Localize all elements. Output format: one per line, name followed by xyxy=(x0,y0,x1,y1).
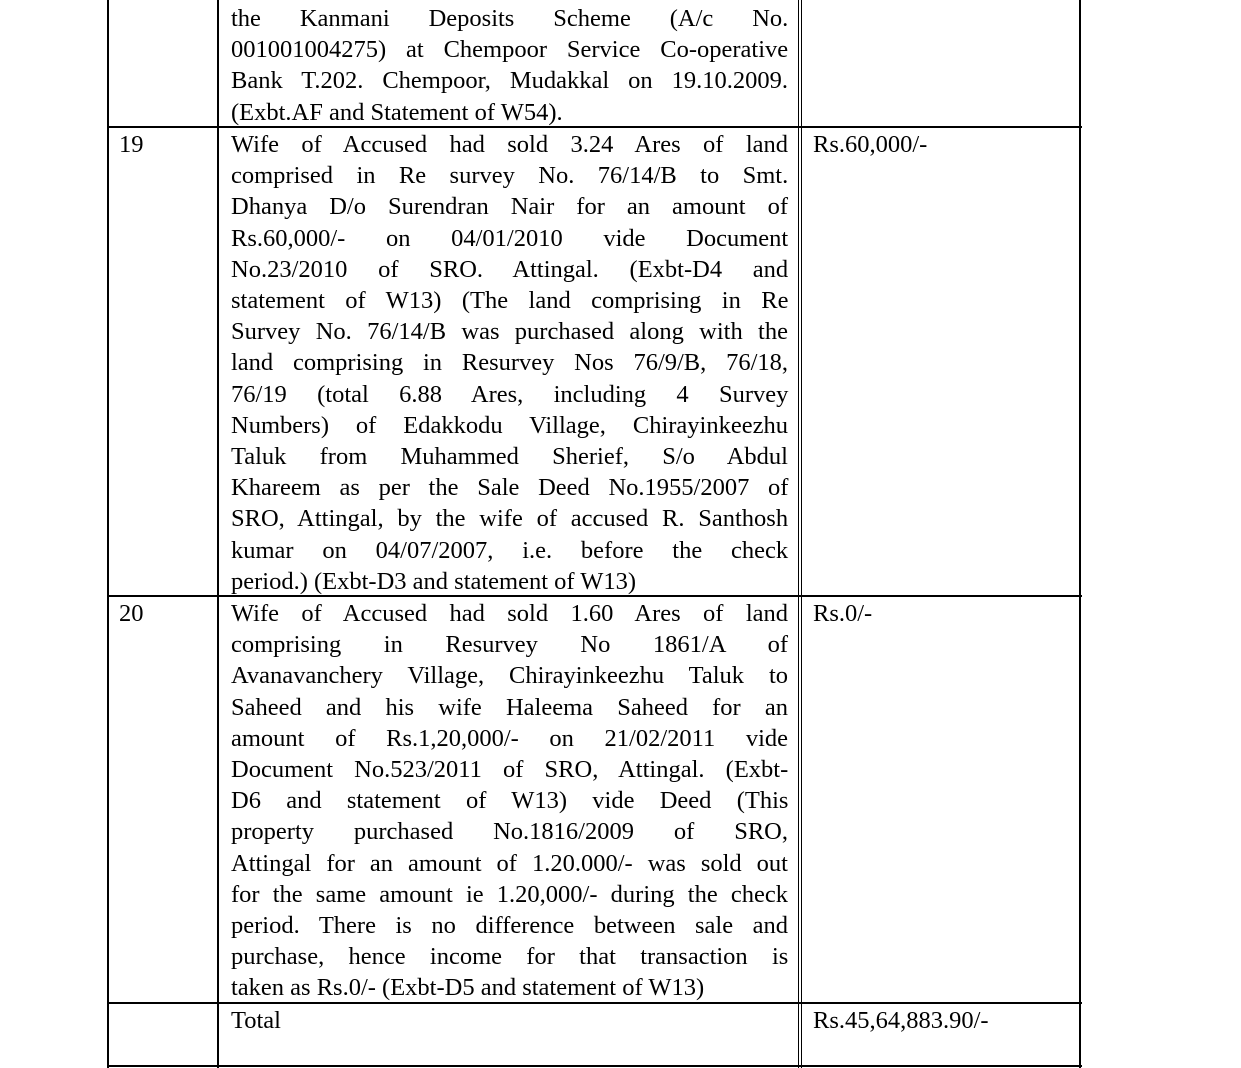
description-line: Saheed and his wife Haleema Saheed for an xyxy=(231,693,788,721)
column-divider-2a xyxy=(798,0,799,1068)
description-line: Wife of Accused had sold 1.60 Ares of land xyxy=(231,600,788,627)
description-line: Survey No. 76/14/B was purchased along with the xyxy=(231,318,788,346)
description-cell xyxy=(231,3,788,128)
description-line: statement of W13) (The land comprising in Re xyxy=(231,287,789,315)
description-line: No.23/2010 of SRO. Attingal. (Exbt-D4 and xyxy=(231,255,789,283)
description-line: for the same amount ie 1.20,000/- during the check xyxy=(231,880,788,908)
description-line: Rs.60,000/- on 04/01/2010 vide Document xyxy=(231,224,789,252)
column-divider-1 xyxy=(217,0,219,1068)
description-line: Attingal for an amount of 1.20.000/- was sold out xyxy=(231,849,788,877)
description-line: Numbers) of Edakkodu Village, Chirayinkeezhu xyxy=(231,411,788,439)
description-line: property purchased No.1816/2009 of SRO, xyxy=(231,818,788,846)
total-label: Total xyxy=(231,1007,281,1034)
description-line: taken as Rs.0/- (Exbt-D5 and statement of W13) xyxy=(231,974,705,1002)
description-line: D6 and statement of W13) vide Deed (This xyxy=(231,787,789,815)
description-line: 001001004275) at Chempoor Service Co-operative xyxy=(231,36,789,64)
description-line: land comprising in Resurvey Nos 76/9/B, 76/18, xyxy=(231,349,788,377)
description-line: (Exbt.AF and Statement of W54). xyxy=(231,98,563,126)
amount-cell: Rs.60,000/- xyxy=(813,131,928,158)
table-border-bottom xyxy=(107,1065,1082,1067)
description-line: kumar on 04/07/2007, i.e. before the check xyxy=(231,536,789,564)
description-line: period.) (Exbt-D3 and statement of W13) xyxy=(231,567,637,595)
description-line: 76/19 (total 6.88 Ares, including 4 Survey xyxy=(231,380,789,408)
total-amount: Rs.45,64,883.90/- xyxy=(813,1007,989,1034)
column-divider-2b xyxy=(801,0,802,1068)
table-border-left xyxy=(107,0,109,1068)
description-line: comprised in Re survey No. 76/14/B to Smt. xyxy=(231,162,789,190)
description-line: Dhanya D/o Surendran Nair for an amount of xyxy=(231,193,788,221)
sl-no-cell: 20 xyxy=(119,600,144,627)
description-cell xyxy=(231,129,788,597)
sl-no-cell: 19 xyxy=(119,131,144,158)
description-line: amount of Rs.1,20,000/- on 21/02/2011 vide xyxy=(231,724,788,752)
description-line: Avanavanchery Village, Chirayinkeezhu Taluk to xyxy=(231,662,788,690)
description-line: Document No.523/2011 of SRO, Attingal. (Exbt- xyxy=(231,756,789,784)
description-line: Khareem as per the Sale Deed No.1955/2007 of xyxy=(231,474,789,502)
description-line: purchase, hence income for that transaction is xyxy=(231,943,789,971)
description-cell xyxy=(231,598,788,1004)
table-border-right xyxy=(1079,0,1081,1068)
description-line: Bank T.202. Chempoor, Mudakkal on 19.10.2009. xyxy=(231,67,788,95)
description-line: comprising in Resurvey No 1861/A of xyxy=(231,631,788,659)
description-line: SRO, Attingal, by the wife of accused R. Santhosh xyxy=(231,505,789,533)
description-line: period. There is no difference between sale and xyxy=(231,912,789,940)
amount-cell: Rs.0/- xyxy=(813,600,873,627)
description-line: Wife of Accused had sold 3.24 Ares of land xyxy=(231,131,788,158)
description-line: Taluk from Muhammed Sherief, S/o Abdul xyxy=(231,443,788,471)
description-line: the Kanmani Deposits Scheme (A/c No. xyxy=(231,5,789,32)
